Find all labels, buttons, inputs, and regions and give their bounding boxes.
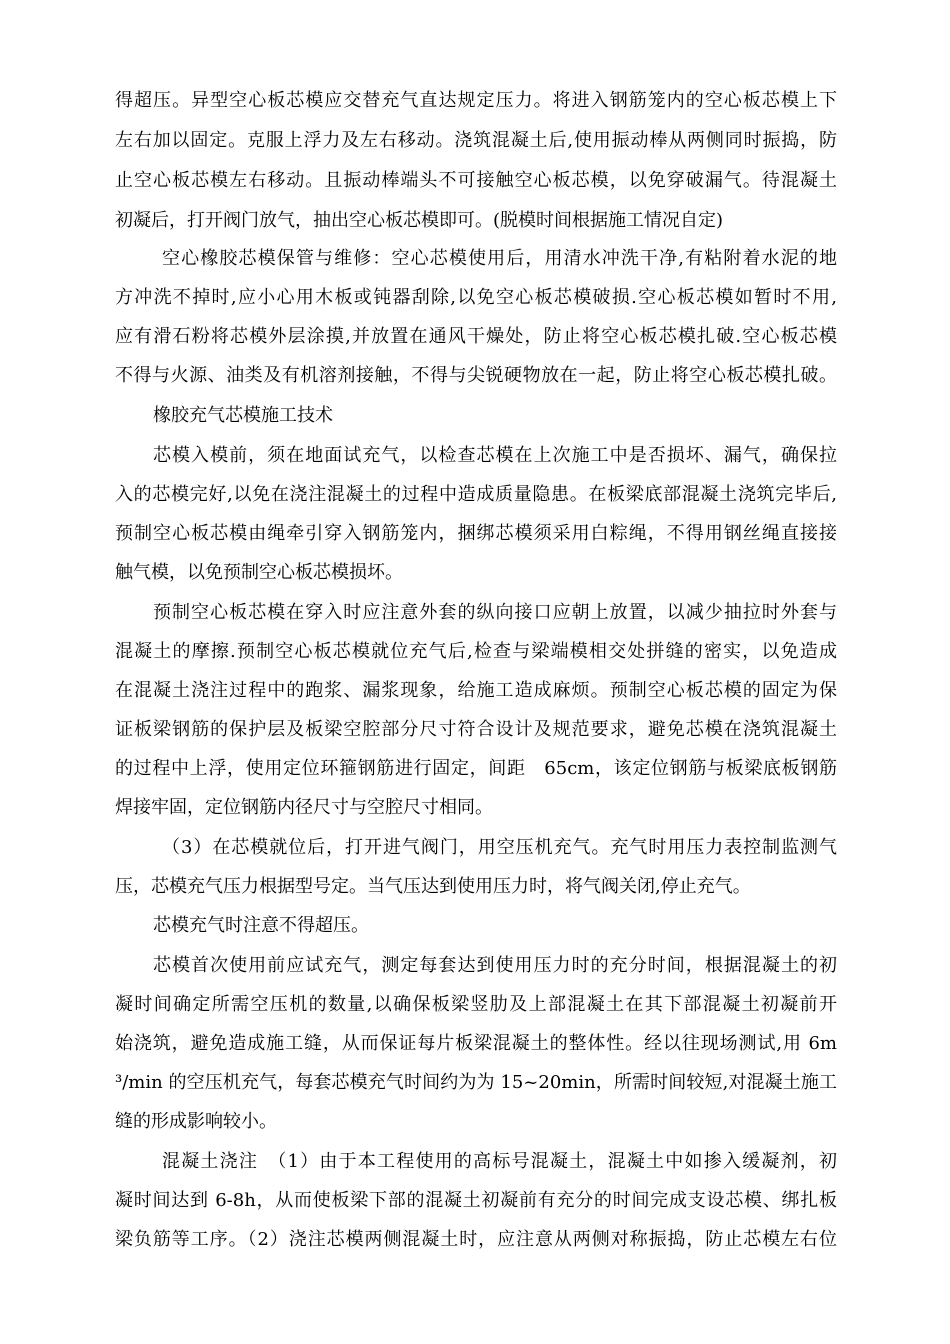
text-line: 预制空心板芯模由绳牵引穿入钢筋笼内，捆绑芯模须采用白粽绳，不得用钢丝绳直接接 xyxy=(115,523,837,544)
text-line: 预制空心板芯模在穿入时应注意外套的纵向接口应朝上放置，以减少抽拉时外套与 xyxy=(153,602,837,623)
text-line: 触气模，以免预制空心板芯模损坏。 xyxy=(115,562,403,583)
text-line: 梁负筋等工序。（2）浇注芯模两侧混凝土时，应注意从两侧对称振捣，防止芯模左右位 xyxy=(115,1229,837,1250)
text-line: 得超压。异型空心板芯模应交替充气直达规定压力。将进入钢筋笼内的空心板芯模上下 xyxy=(115,90,837,111)
text-line: 缝的形成影响较小。 xyxy=(115,1111,277,1132)
text-line: 凝时间确定所需空压机的数量,以确保板梁竖肋及上部混凝土在其下部混凝土初凝前开 xyxy=(115,994,837,1015)
text-line: 初凝后，打开阀门放气，抽出空心板芯模即可。(脱模时间根据施工情况自定) xyxy=(115,210,724,231)
text-line: 芯模首次使用前应试充气，测定每套达到使用压力时的充分时间，根据混凝土的初 xyxy=(153,955,837,976)
text-line: 空心橡胶芯模保管与维修：空心芯模使用后，用清水冲洗干净,有粘附着水泥的地 xyxy=(162,248,837,269)
text-line: 证板梁钢筋的保护层及板梁空腔部分尺寸符合设计及规范要求，避免芯模在浇筑混凝土 xyxy=(115,719,837,740)
text-line: 不得与火源、油类及有机溶剂接触，不得与尖锐硬物放在一起，防止将空心板芯模扎破。 xyxy=(115,365,837,386)
section-heading: 橡胶充气芯模施工技术 xyxy=(153,405,333,426)
text-line: （3）在芯模就位后，打开进气阀门，用空压机充气。充气时用压力表控制监测气 xyxy=(162,837,837,858)
text-line: 凝时间达到 6-8h，从而使板梁下部的混凝土初凝前有充分的时间完成支设芯模、绑扎板 xyxy=(115,1190,837,1211)
text-line: 芯模充气时注意不得超压。 xyxy=(153,915,369,936)
text-line: 芯模入模前，须在地面试充气，以检查芯模在上次施工中是否损坏、漏气，确保拉 xyxy=(153,445,837,466)
text-line: 始浇筑，避免造成施工缝，从而保证每片板梁混凝土的整体性。经以往现场测试,用 6m xyxy=(115,1033,837,1054)
text-line: 在混凝土浇注过程中的跑浆、漏浆现象，给施工造成麻烦。预制空心板芯模的固定为保 xyxy=(115,680,837,701)
text-line: 混凝土浇注 （1）由于本工程使用的高标号混凝土，混凝土中如掺入缓凝剂，初 xyxy=(162,1151,837,1172)
text-line: 方冲洗不掉时,应小心用木板或钝器刮除,以免空心板芯模破损.空心板芯模如暂时不用, xyxy=(115,287,837,308)
text-line: 压，芯模充气压力根据型号定。当气压达到使用压力时，将气阀关闭,停止充气。 xyxy=(115,876,751,897)
text-line: 混凝土的摩擦.预制空心板芯模就位充气后,检查与梁端模相交处拼缝的密实，以免造成 xyxy=(115,641,837,662)
text-line: 的过程中上浮，使用定位环箍钢筋进行固定，间距 65cm，该定位钢筋与板梁底板钢筋 xyxy=(115,758,837,779)
text-line: 止空心板芯模左右移动。且振动棒端头不可接触空心板芯模，以免穿破漏气。待混凝土 xyxy=(115,170,837,191)
text-line: 左右加以固定。克服上浮力及左右移动。浇筑混凝土后,使用振动棒从两侧同时振捣，防 xyxy=(115,130,837,151)
text-line: 应有滑石粉将芯模外层涂摸,并放置在通风干燥处，防止将空心板芯模扎破.空心板芯模 xyxy=(115,326,837,347)
text-line: 入的芯模完好,以免在浇注混凝土的过程中造成质量隐患。在板梁底部混凝土浇筑完毕后, xyxy=(115,484,837,505)
text-line: 焊接牢固，定位钢筋内径尺寸与空腔尺寸相同。 xyxy=(115,797,493,818)
text-line: ³/min 的空压机充气，每套芯模充气时间约为为 15~20min，所需时间较短,对混凝土施工 xyxy=(115,1072,837,1093)
